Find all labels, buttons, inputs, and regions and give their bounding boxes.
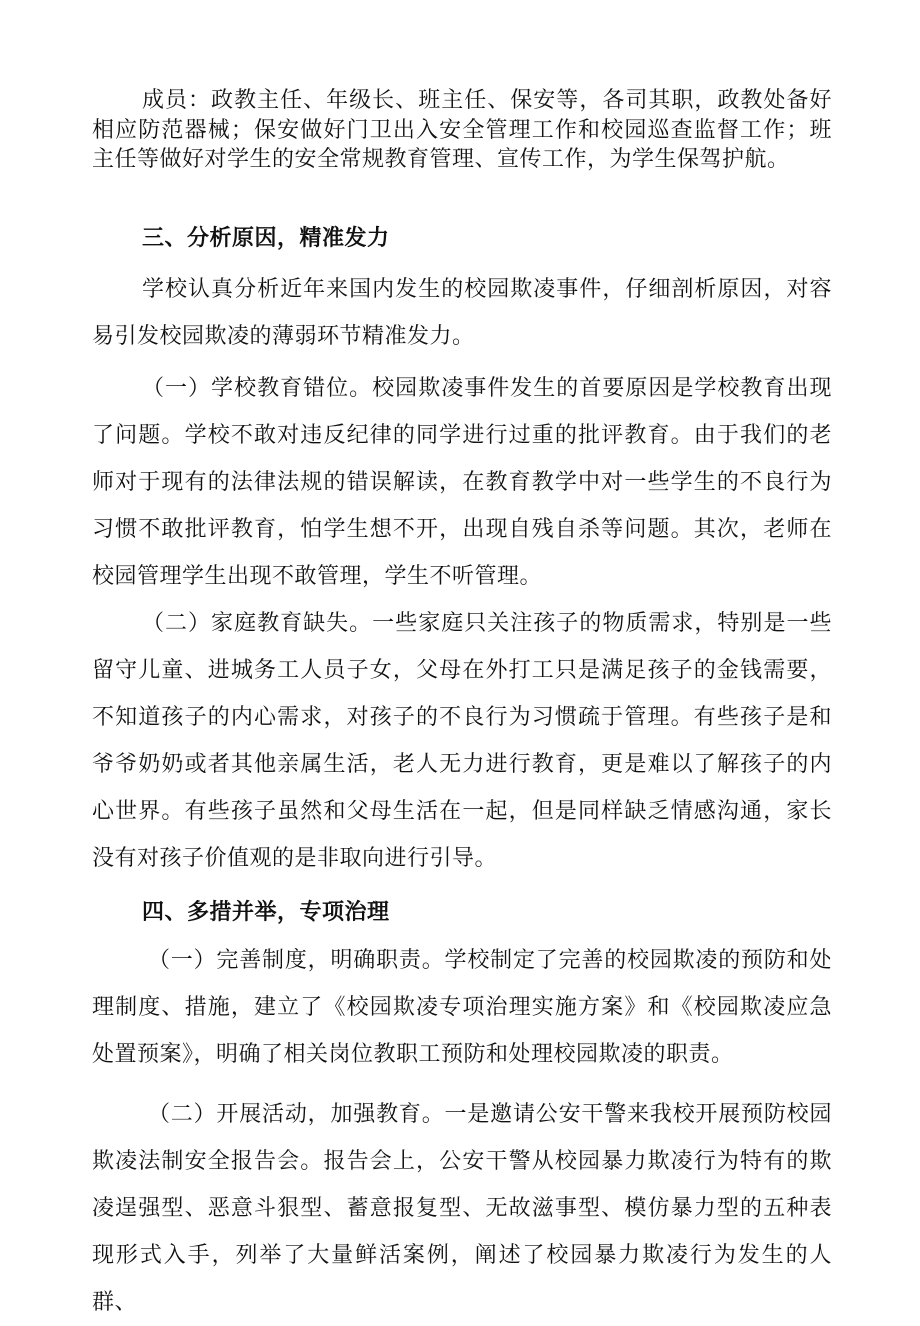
heading-measures: 四、多措并举，专项治理 [142, 900, 390, 925]
paragraph-analysis-intro: 学校认真分析近年来国内发生的校园欺凌事件，仔细剖析原因，对容易引发校园欺凌的薄弱环节精准发力。 [92, 277, 832, 349]
paragraph-members: 成员：政教主任、年级长、班主任、保安等，各司其职，政教处备好相应防范器械；保安做好门卫出入安全管理工作和校园巡查监督工作；班主任等做好对学生的安全常规教育管理、宣传工作，为学生保驾护航。 [92, 88, 832, 172]
paragraph-measure-activities: （二）开展活动，加强教育。一是邀请公安干警来我校开展预防校园欺凌法制安全报告会。报告会上，公安干警从校园暴力欺凌行为特有的欺凌逞强型、恶意斗狠型、蓄意报复型、无故滋事型、模仿暴力型的五种表现形式入手，列举了大量鲜活案例，阐述了校园暴力欺凌行为发生的人群、 [92, 1102, 832, 1315]
paragraph-measure-system: （一）完善制度，明确职责。学校制定了完善的校园欺凌的预防和处理制度、措施，建立了《校园欺凌专项治理实施方案》和《校园欺凌应急处置预案》，明确了相关岗位教职工预防和处理校园欺凌的职责。 [92, 948, 832, 1067]
paragraph-cause-school: （一）学校教育错位。校园欺凌事件发生的首要原因是学校教育出现了问题。学校不敢对违反纪律的同学进行过重的批评教育。由于我们的老师对于现有的法律法规的错误解读，在教育教学中对一些学生的不良行为习惯不敢批评教育，怕学生想不开，出现自残自杀等问题。其次，老师在校园管理学生出现不敢管理，学生不听管理。 [92, 376, 832, 589]
paragraph-cause-family: （二）家庭教育缺失。一些家庭只关注孩子的物质需求，特别是一些留守儿童、进城务工人员子女，父母在外打工只是满足孩子的金钱需要，不知道孩子的内心需求，对孩子的不良行为习惯疏于管理。有些孩子是和爷爷奶奶或者其他亲属生活，老人无力进行教育，更是难以了解孩子的内心世界。有些孩子虽然和父母生活在一起，但是同样缺乏情感沟通，家长没有对孩子价值观的是非取向进行引导。 [92, 611, 832, 871]
heading-analysis: 三、分析原因，精准发力 [142, 226, 390, 251]
